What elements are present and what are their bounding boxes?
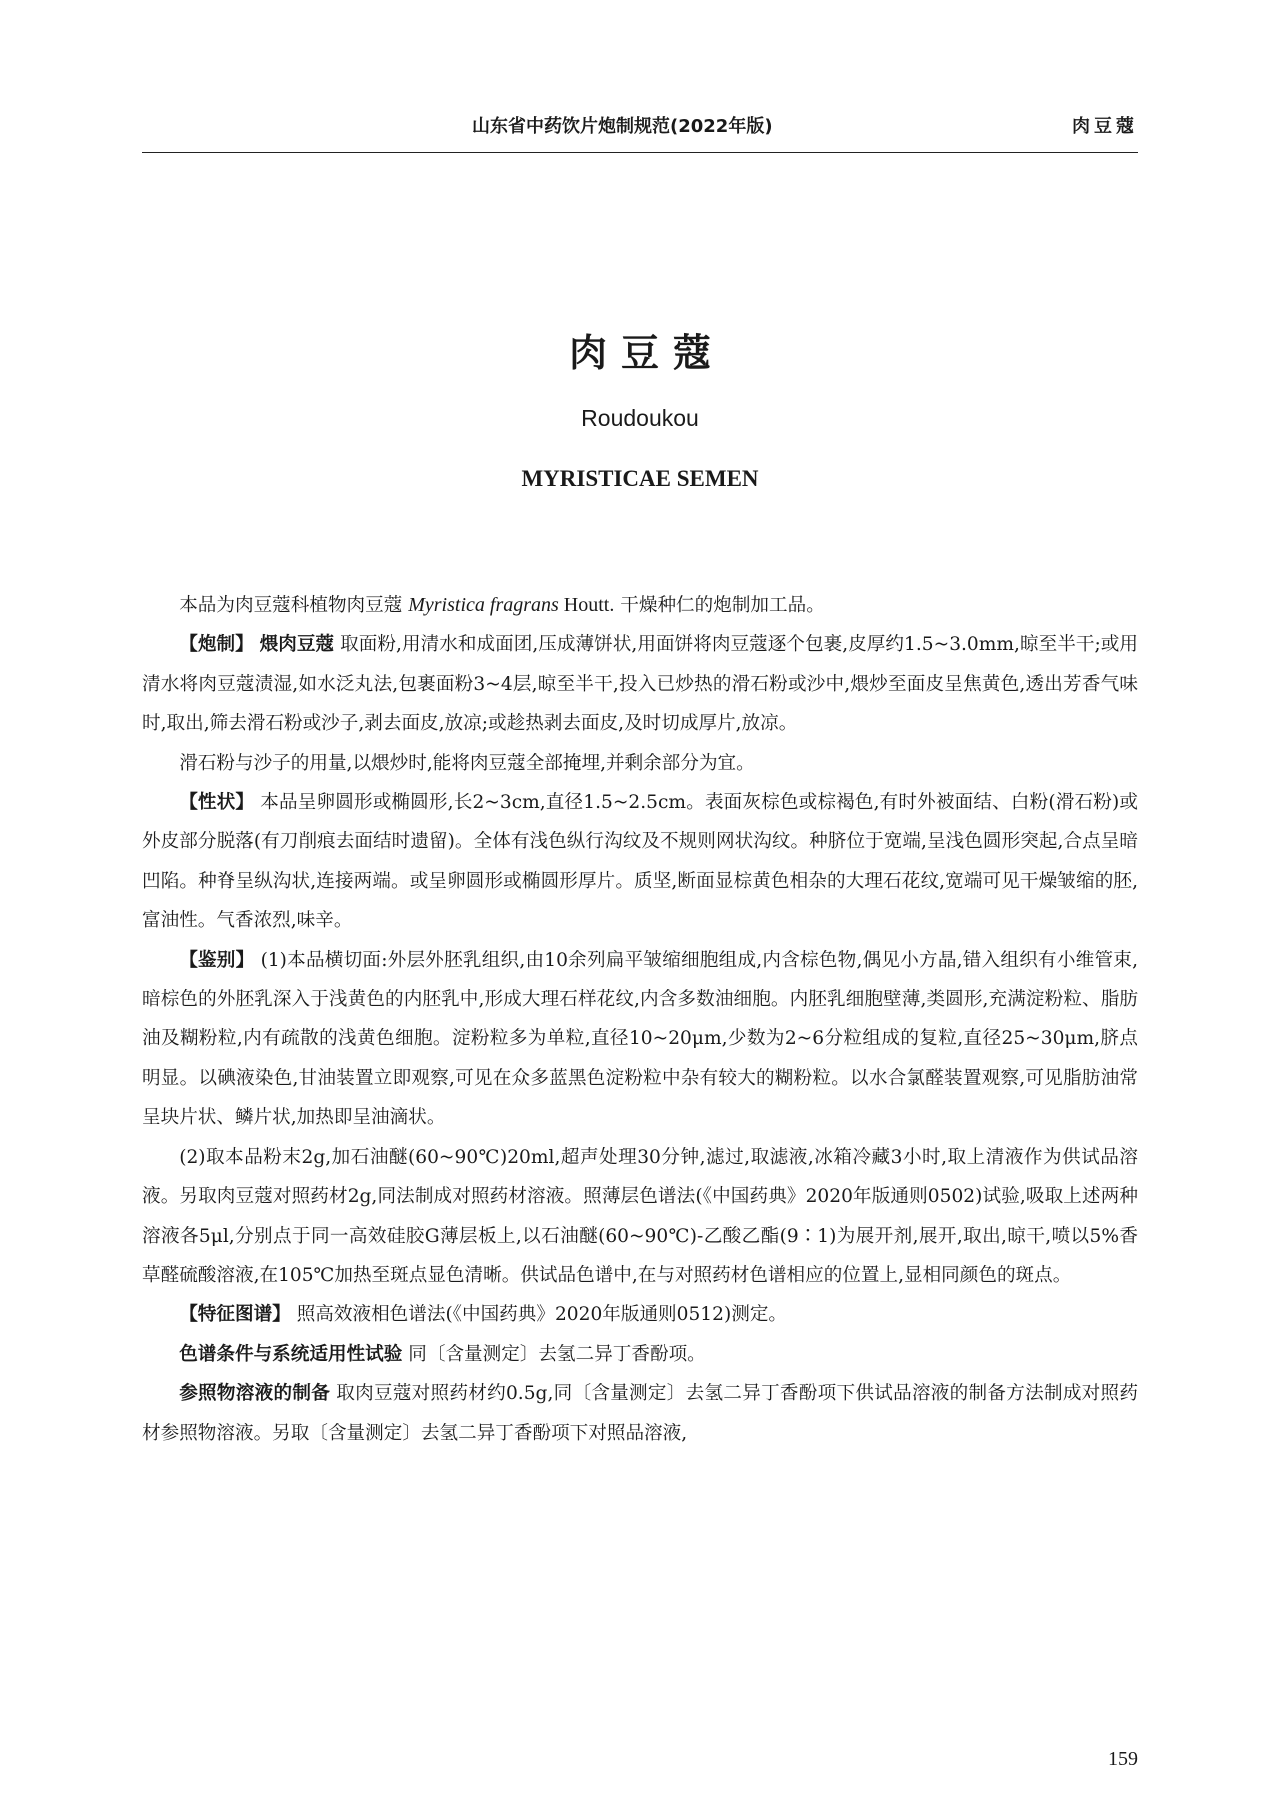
intro-paragraph xyxy=(142,586,1138,625)
intro-text-before: 本品为肉豆蔻科植物肉豆蔻 xyxy=(179,595,409,616)
reference-paragraph xyxy=(142,1374,1138,1453)
processing-paragraph xyxy=(142,625,1138,743)
conditions-text: 同〔含量测定〕去氢二异丁香酚项。 xyxy=(408,1343,706,1365)
identification-item-1: (1)本品横切面:外层外胚乳组织,由10余列扁平皱缩细胞组成,内含棕色物,偶见小方晶,错入组织有小维管束,暗棕色的外胚乳深入于浅黄色的内胚乳中,形成大理石样花纹,内含多数油细胞。内胚乳细胞壁薄,类圆形,充满淀粉粒、脂肪油及糊粉粒,内有疏散的浅黄色细胞。淀粉粒多为单粒,直径10~20μm,少数为2~6分粒组成的复粒,直径25~30μm,脐点明显。以碘液染色,甘油装置立即观察,可见在众多蓝黑色淀粉粒中杂有较大的糊粉粒。以水合氯醛装置观察,可见脂肪油常呈块片状、鳞片状,加热即呈油滴状。 xyxy=(142,949,1138,1129)
running-header xyxy=(142,112,1138,142)
processing-label: 【炮制】 xyxy=(179,634,254,656)
header-divider xyxy=(142,152,1138,153)
fingerprint-label: 【特征图谱】 xyxy=(179,1304,291,1326)
identification-paragraph-1 xyxy=(142,941,1138,1138)
description-text: 本品呈卵圆形或椭圆形,长2~3cm,直径1.5~2.5cm。表面灰棕色或棕褐色,有时外被面结、白粉(滑石粉)或外皮部分脱落(有刀削痕去面结时遗留)。全体有浅色纵行沟纹及不规则网状沟纹。种脐位于宽端,呈浅色圆形突起,合点呈暗凹陷。种脊呈纵沟状,连接两端。或呈卵圆形或椭圆形厚片。质坚,断面显棕黄色相杂的大理石花纹,宽端可见干燥皱缩的胚,富油性。气香浓烈,味辛。 xyxy=(142,792,1138,932)
header-book-title: 山东省中药饮片炮制规范(2022年版) xyxy=(472,116,773,137)
page-number: 159 xyxy=(1108,1748,1138,1770)
fingerprint-paragraph xyxy=(142,1295,1138,1334)
fingerprint-text: 照高效液相色谱法(《中国药典》2020年版通则0512)测定。 xyxy=(296,1304,788,1326)
species-name: Myristica fragrans xyxy=(408,594,559,616)
page-title: 肉豆蔻 xyxy=(568,331,725,375)
title-pinyin: Roudoukou xyxy=(581,405,699,431)
description-paragraph xyxy=(142,783,1138,941)
conditions-label: 色谱条件与系统适用性试验 xyxy=(179,1343,403,1365)
identification-paragraph-2: (2)取本品粉末2g,加石油醚(60~90℃)20ml,超声处理30分钟,滤过,取滤液,冰箱冷藏3小时,取上清液作为供试品溶液。另取肉豆蔻对照药材2g,同法制成对照药材溶液。照薄层色谱法(《中国药典》2020年版通则0502)试验,吸取上述两种溶液各5μl,分别点于同一高效硅胶G薄层板上,以石油醚(60~90℃)-乙酸乙酯(9∶1)为展开剂,展开,取出,晾干,喷以5%香草醛硫酸溶液,在105℃加热至斑点显色清晰。供试品色谱中,在与对照药材色谱相应的位置上,显相同颜色的斑点。 xyxy=(142,1146,1138,1286)
identification-label: 【鉴别】 xyxy=(179,949,255,971)
monograph-body xyxy=(142,586,1138,1453)
conditions-paragraph xyxy=(142,1335,1138,1374)
processing-note: 滑石粉与沙子的用量,以煨炒时,能将肉豆蔻全部掩埋,并剩余部分为宜。 xyxy=(179,752,755,774)
intro-text-after: 干燥种仁的炮制加工品。 xyxy=(614,595,825,616)
processing-method-label: 煨肉豆蔻 xyxy=(259,634,335,656)
species-author: Houtt. xyxy=(558,594,615,616)
reference-text: 取肉豆蔻对照药材约0.5g,同〔含量测定〕去氢二异丁香酚项下供试品溶液的制备方法制成对照药材参照物溶液。另取〔含量测定〕去氢二异丁香酚项下对照品溶液, xyxy=(142,1383,1138,1444)
processing-text: 取面粉,用清水和成面团,压成薄饼状,用面饼将肉豆蔻逐个包裹,皮厚约1.5~3.0mm,晾至半干;或用清水将肉豆蔻渍湿,如水泛丸法,包裹面粉3~4层,晾至半干,投入已炒热的滑石粉或沙中,煨炒至面皮呈焦黄色,透出芳香气味时,取出,筛去滑石粉或沙子,剥去面皮,放凉;或趁热剥去面皮,及时切成厚片,放凉。 xyxy=(142,634,1138,735)
title-latin: MYRISTICAE SEMEN xyxy=(521,466,759,491)
description-label: 【性状】 xyxy=(179,792,255,814)
reference-label: 参照物溶液的制备 xyxy=(179,1383,331,1405)
header-drug-name: 肉豆蔻 xyxy=(1072,116,1138,137)
